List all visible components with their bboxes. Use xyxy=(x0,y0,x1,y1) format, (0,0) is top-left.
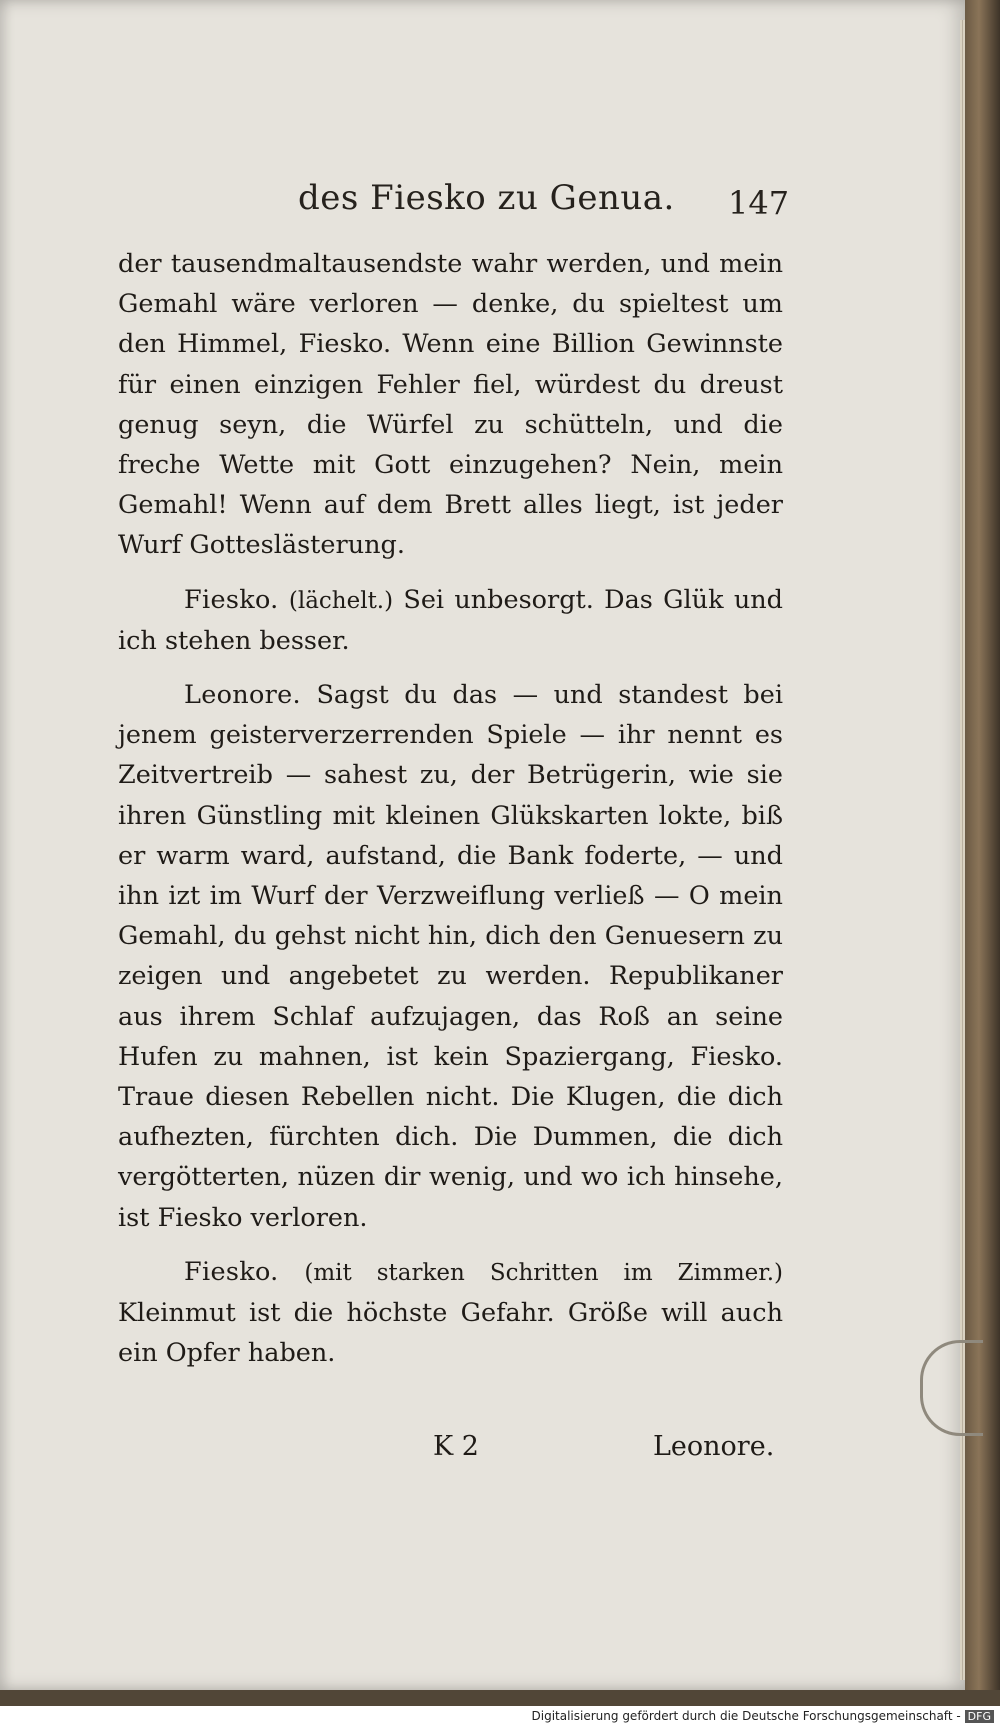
speaker-name: Fiesko. xyxy=(184,1256,279,1287)
book-cover-edge xyxy=(965,0,1000,1690)
paragraph-text: der tausendmaltausendste wahr werden, und mein Gemahl wäre verloren — denke, du spieltest um den Himmel, Fiesko. Wenn eine Billion Gewinnste für einen einzigen Fehler fiel, würdest du dreust genug seyn, die Würfel zu schütteln, und die freche Wette mit Gott einzugehen? Nein, mein Gemahl! Wenn auf dem Brett alles liegt, ist jeder Wurf Gotteslästerung. xyxy=(118,249,783,561)
paragraph xyxy=(118,1252,783,1374)
dfg-logo: DFG xyxy=(965,1710,994,1723)
paragraph xyxy=(118,580,783,661)
paragraph xyxy=(118,675,783,1238)
page-clip xyxy=(920,1340,983,1436)
paragraph xyxy=(118,244,783,566)
catchword: Leonore. xyxy=(653,1431,775,1462)
speaker-name: Fiesko. xyxy=(184,584,279,615)
paragraph-text: Sagst du das — und standest bei jenem geisterverzerrenden Spiele — ihr nennt es Zeitvertreib — sahest zu, der Betrügerin, wie sie ihren Günstling mit kleinen Glükskarten lokte, biß er warm ward, aufstand, die Bank foderte, — und ihn izt im Wurf der Verzweiflung verließ — O mein Gemahl, du gehst nicht hin, dich den Genuesern zu zeigen und angebetet zu werden. Republikaner aus ihrem Schlaf aufzujagen, das Roß an seine Hufen zu mahnen, ist kein Spaziergang, Fiesko. Traue diesen Rebellen nicht. Die Klugen, die dich aufhezten, fürchten dich. Die Dummen, die dich vergötterten, nüzen dir wenig, und wo ich hinsehe, ist Fiesko verloren. xyxy=(118,680,783,1233)
body-text xyxy=(118,244,783,1387)
page-number: 147 xyxy=(728,184,790,222)
digitization-credit xyxy=(532,1709,994,1723)
credit-text: Digitalisierung gefördert durch die Deutsche Forschungsgemeinschaft - xyxy=(531,1709,961,1723)
signature-mark: K 2 xyxy=(433,1431,479,1462)
stage-direction: (mit starken Schritten im Zimmer.) xyxy=(304,1259,783,1286)
paragraph-text: Sei unbesorgt. Das Glük und ich stehen besser. xyxy=(118,584,783,656)
page-footer xyxy=(118,1431,783,1479)
running-title: des Fiesko zu Genua. xyxy=(298,178,675,218)
stage-direction: (lächelt.) xyxy=(288,587,394,614)
page-header xyxy=(298,178,798,234)
speaker-name: Leonore. xyxy=(184,680,301,711)
paragraph-text: Kleinmut ist die höchste Gefahr. Größe will auch ein Opfer haben. xyxy=(118,1298,783,1369)
